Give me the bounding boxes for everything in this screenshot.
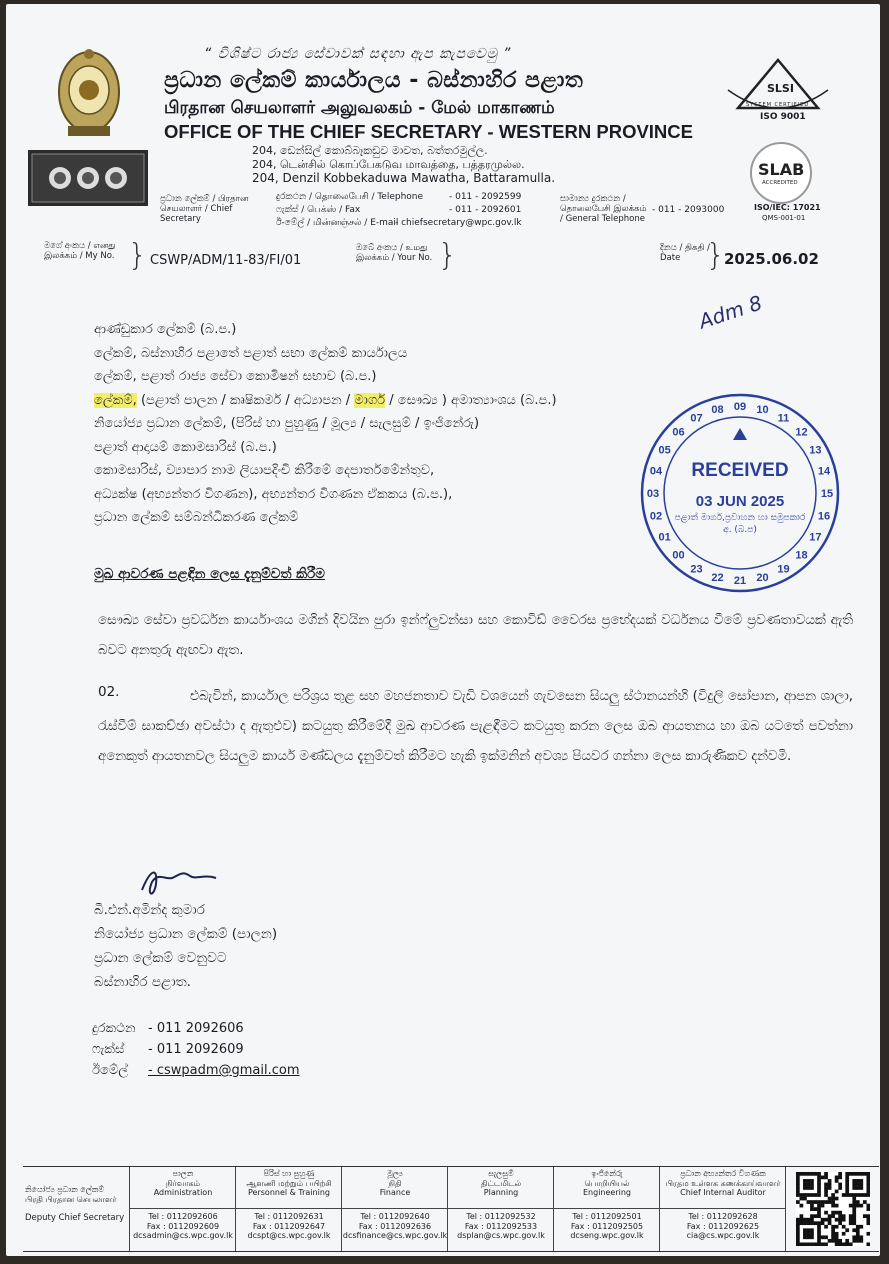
footer-planning-tel: Tel : 0112092532 [466, 1212, 536, 1221]
handwritten-note: Adm 8 [695, 290, 766, 334]
address-english: 204, Denzil Kobbekaduwa Mawatha, Battaramulla. [252, 171, 556, 185]
footer-personnel-tel: Tel : 0112092631 [254, 1212, 324, 1221]
contact-phone: - 011 2092606 [148, 1021, 244, 1036]
footer-engineering-tel: Tel : 0112092501 [572, 1212, 642, 1221]
footer-deputy-si: නියෝජ්‍ය ප්‍රධාන ලේකම් [25, 1185, 105, 1194]
footer-personnel-si: පිරිස් හා පුහුණු [263, 1169, 315, 1178]
addressee-2: ලේකම්, බස්නාහිර පළාතේ පළාත් සභා ලේකම් කාර්යාලය [94, 345, 408, 361]
footer-engineering-fax: Fax : 0112092505 [570, 1221, 644, 1231]
brace-2: } [438, 238, 458, 273]
footer-personnel-mail[interactable]: dcspt@cs.wpc.gov.lk [247, 1231, 331, 1240]
stamp-day-20: 20 [756, 572, 769, 585]
footer-cell-administration [129, 1167, 236, 1251]
my-no-label: මගේ අංකය / எனது இலக்கம் / My No. [44, 241, 116, 261]
stamp-day-02: 02 [649, 510, 663, 523]
stamp-day-12: 12 [795, 426, 808, 439]
brace-1: } [128, 238, 148, 273]
footer-admin-en: Administration [153, 1188, 213, 1197]
footer-planning-mail[interactable]: dsplan@cs.wpc.gov.lk [457, 1231, 545, 1240]
contact-email[interactable]: - cswpadm@gmail.com [148, 1063, 300, 1078]
footer-cell-qr [785, 1167, 880, 1251]
footer-cell-personnel [235, 1167, 342, 1251]
footer-finance-mail[interactable]: dcsfinance@cs.wpc.gov.lk [342, 1231, 448, 1240]
footer-auditor-en: Chief Internal Auditor [680, 1188, 766, 1197]
footer-auditor-mail[interactable]: cia@cs.wpc.gov.lk [686, 1231, 760, 1240]
footer-planning-en: Planning [483, 1188, 519, 1197]
stamp-day-03: 03 [646, 488, 660, 500]
stamp-day-10: 10 [756, 403, 769, 416]
stamp-day-13: 13 [809, 444, 822, 457]
footer-auditor-si: ප්‍රධාන අභ්‍යන්තර විගණක [680, 1169, 766, 1178]
footer-admin-mail[interactable]: dcsadmin@cs.wpc.gov.lk [133, 1231, 233, 1240]
footer-cell-auditor [659, 1167, 786, 1251]
stamp-word: RECEIVED [691, 460, 789, 481]
email-value: - chiefsecretary@wpc.gov.lk [395, 218, 522, 228]
addressee-3: ලේකම්, පළාත් රාජ්‍ය සේවා කොමිෂන් සභාව (බ.ප.) [94, 369, 377, 384]
stamp-day-22: 22 [711, 572, 724, 585]
stamp-day-19: 19 [777, 563, 790, 576]
footer-admin-ta: நிர்வாகம் [165, 1178, 201, 1188]
date-value: 2025.06.02 [724, 250, 819, 268]
addressee-1: ආණ්ඩුකාර ලේකම් (බ.ප.) [94, 322, 237, 337]
iso-text: ISO 9001 [760, 112, 806, 122]
title-english: OFFICE OF THE CHIEF SECRETARY - WESTERN PROVINCE [164, 121, 693, 142]
signatory-for: ප්‍රධාන ලේකම් වෙනුවට [94, 950, 227, 966]
footer-planning-si: සැලසුම් [488, 1169, 514, 1178]
footer-cell-finance [341, 1167, 448, 1251]
addressee-5: නියෝජ්‍ය ප්‍රධාන ලේකම්, (පිරිස් හා පුහුණු / මූල්‍ය / සැලසුම් / ඉංජිනේරු) [94, 416, 480, 431]
chief-secretary-label: ප්‍රධාන ලේකම් / பிரதான செயலாளர் / Chief Secretary [160, 194, 249, 224]
footer-personnel-fax: Fax : 0112092647 [252, 1221, 326, 1231]
addressee-list [94, 318, 557, 530]
stamp-day-05: 05 [658, 444, 671, 457]
sri-lanka-emblem-icon [48, 44, 130, 144]
address-sinhala: 204, ඩෙන්සිල් කොබ්බෑකඩුව මාවත, බත්තරමුල්ල. [252, 144, 488, 157]
footer-admin-fax: Fax : 0112092609 [146, 1221, 220, 1231]
signatory-block [94, 898, 277, 994]
fax-value: - 011 - 2092601 [449, 205, 522, 215]
signatory-name: බී.එන්.අමින්ද කුමාර [94, 902, 205, 918]
stamp-day-04: 04 [649, 465, 663, 478]
title-tamil: பிரதான செயலாளர் அலுவலகம் - மேல் மாகாணம் [164, 98, 555, 118]
general-telephone-value: - 011 - 2093000 [652, 205, 725, 215]
stamp-day-18: 18 [795, 549, 808, 562]
slab-text: SLAB [758, 160, 805, 179]
stamp-day-00: 00 [672, 549, 685, 562]
stamp-day-23: 23 [690, 563, 703, 576]
qms-text: QMS-001-01 [762, 214, 806, 222]
motto: “ විශිෂ්ට රාජ්‍ය සේවාවක් සඳහා ඇප කැපවෙමු ” [204, 46, 512, 62]
footer-admin-si: පාලන [172, 1169, 194, 1178]
stamp-day-15: 15 [820, 488, 834, 500]
footer-auditor-ta: பிரதம உள்ளக கணக்காய்வாளர் [665, 1178, 781, 1188]
footer-finance-si: මූල්‍ය [387, 1169, 403, 1178]
isoiec-text: ISO/IEC: 17021 [754, 203, 821, 212]
addressee-4-secretary: ලේකම්, [94, 392, 137, 408]
stamp-day-06: 06 [672, 426, 685, 439]
footer-deputy-en: Deputy Chief Secretary [25, 1213, 125, 1223]
signature-icon [136, 862, 226, 902]
stamp-dept: පළාත් මාර්ග,ප්‍රවාහන හා සමුපකාර අ. (බ.ප) [674, 513, 806, 535]
system-certified-text: SYSTEM CERTIFIED [746, 102, 810, 108]
signatory-province: බස්නාහිර පළාත. [94, 974, 191, 990]
email-label: ඊ-මේල් / மின்னஞ்சல் / E-mail [276, 218, 399, 228]
footer-admin-tel: Tel : 0112092606 [148, 1212, 218, 1221]
stamp-date: 03 JUN 2025 [695, 493, 785, 510]
stamp-day-21: 21 [733, 575, 747, 587]
telephone-value: - 011 - 2092599 [449, 192, 522, 202]
qr-code-icon[interactable] [796, 1172, 870, 1246]
paragraph-2-number: 02. [98, 684, 120, 700]
title-sinhala: ප්‍රධාන ලේකම් කාර්යාලය - බස්නාහිර පළාත [164, 68, 584, 93]
general-telephone-label: සාමාන්‍ය දුරකථන / தொலைபேசி இலக்கம் / General Telephone [560, 194, 647, 224]
footer-finance-tel: Tel : 0112092640 [360, 1212, 430, 1221]
slab-sub-text: ACCREDITED [762, 180, 798, 186]
footer-finance-fax: Fax : 0112092636 [358, 1221, 432, 1231]
received-stamp [630, 390, 850, 596]
addressee-9: ප්‍රධාන ලේකම් සම්බන්ධීකරණ ලේකම් [94, 510, 299, 525]
my-no-value: CSWP/ADM/11-83/FI/01 [150, 253, 302, 268]
footer-engineering-si: ඉංජිනේරු [591, 1169, 623, 1178]
footer-auditor-fax: Fax : 0112092625 [686, 1221, 760, 1231]
letter-page [6, 4, 880, 1256]
stamp-arrow-icon [733, 428, 747, 440]
subject: මුඛ ආවරණ පළඳින ලෙස දැනුම්වත් කිරීම [94, 566, 325, 582]
addressee-6: පළාත් ආදායම් කොමසාරිස් (බ.ප.) [94, 439, 277, 455]
addressee-4-roads: මාර්ග [354, 392, 386, 408]
stamp-day-17: 17 [809, 531, 822, 544]
footer-engineering-en: Engineering [583, 1188, 631, 1197]
addressee-8: අධ්‍යක්ෂ (අභ්‍යන්තර විගණන), අභ්‍යන්තර විගණන ඒකකය (බ.ප.), [94, 486, 453, 502]
contact-block [92, 1018, 300, 1081]
telephone-label: දුරකථන / தொலைபேசி / Telephone [276, 192, 424, 202]
stamp-day-11: 11 [777, 412, 790, 425]
fax-label: ෆැක්ස් / பெக்ஸ் / Fax [276, 205, 361, 215]
signatory-title: නියෝජ්‍ය ප්‍රධාන ලේකම් (පාලන) [94, 926, 278, 942]
stamp-day-16: 16 [817, 510, 831, 523]
address-tamil: 204, டென்சில் கொப்பேகடுவ மாவத்தை, பத்தரமுல்ல. [252, 158, 525, 171]
footer-cell-engineering [553, 1167, 660, 1251]
contact-phone-label: දුරකථන [92, 1021, 136, 1036]
slsi-text: SLSI [767, 82, 794, 95]
your-no-label: ඔබේ අංකය / உமது இலக்கம் / Your No. [356, 243, 433, 263]
addressee-7: කොමසාරිස්, ව්‍යාපාර නාම ලියාපදිංචි කිරීමේ දෙපාර්තමේන්තුව, [94, 463, 435, 478]
addressee-4: ලේකම්, (පළාත් පාලන / කෘෂිකර්ම / අධ්‍යාපන / මාර්ග / සෞඛ්‍ය ) අමාත්‍යාංශය (බ.ප.) [94, 392, 557, 408]
footer-planning-fax: Fax : 0112092533 [464, 1221, 538, 1231]
footer-finance-en: Finance [379, 1188, 411, 1197]
footer-personnel-ta: ஆளணி மற்றும் பயிற்சி [246, 1178, 332, 1188]
footer-engineering-ta: பொறியியல் [584, 1178, 630, 1188]
contact-fax-label: ෆැක්ස් [92, 1042, 125, 1057]
contact-email-label: ඊමේල් [92, 1063, 129, 1078]
stamp-day-07: 07 [690, 412, 703, 425]
footer-engineering-mail[interactable]: dcseng.wpc.gov.lk [570, 1231, 644, 1240]
paragraph-2: එබැවින්, කාර්යාල පරිශ්‍රය තුළ සහ මහජනතාව වැඩි වශයෙන් ගැවසෙන සියලු ස්ථානයන්හි (විදුලි සෝපාන, ආපන ශාලා, රැස්වීම් සාකච්ඡා අවස්ථා ද ඇතුළුව) කටයුතු කිරීමේදී මුඛ ආවරණ පැළඳීමට කටයුතු කරන ලෙස ඔබ ආයතනය හා ඔබ යටතේ පවත්නා අනෙකුත් ආයතනවල සියලුම කාර්ය මණ්ඩලය දැනුම්වත් කිරීමට හැකි ඉක්මනින් අවශ්‍ය පියවර ගන්නා ලෙස කාරුණිකව දන්වමි. [98, 689, 853, 764]
footer-auditor-tel: Tel : 0112092628 [688, 1212, 758, 1221]
footer-personnel-en: Personnel & Training [248, 1188, 330, 1197]
footer-directory [23, 1166, 879, 1252]
brace-3: } [706, 238, 726, 273]
stamp-day-14: 14 [817, 465, 831, 478]
stamp-day-09: 09 [733, 401, 747, 413]
footer-cell-deputy [23, 1167, 129, 1251]
paragraph-1: සෞඛ්‍ය සේවා ප්‍රවර්ධන කාර්යාංශය මගින් දිවයින පුරා ඉන්ෆ්ලුවන්සා සහ කොවිඩ් වෛරස ප්‍රභේදයක් වර්ධනය වීමේ ප්‍රවණතාවයක් ඇති බවට අනතුරු ඇඟවා ඇත. [98, 613, 853, 658]
footer-deputy-ta: பிரதி பிரதான செயலாளர் [25, 1194, 117, 1204]
province-flag-strip-icon [28, 150, 148, 206]
stamp-day-01: 01 [658, 531, 671, 544]
date-label: දිනය / திகதி / Date [660, 243, 710, 263]
footer-planning-ta: திட்டமிடல் [480, 1178, 522, 1188]
contact-fax: - 011 2092609 [148, 1042, 244, 1057]
stamp-day-08: 08 [711, 403, 724, 416]
footer-finance-ta: நிதி [388, 1178, 402, 1188]
footer-cell-planning [447, 1167, 554, 1251]
